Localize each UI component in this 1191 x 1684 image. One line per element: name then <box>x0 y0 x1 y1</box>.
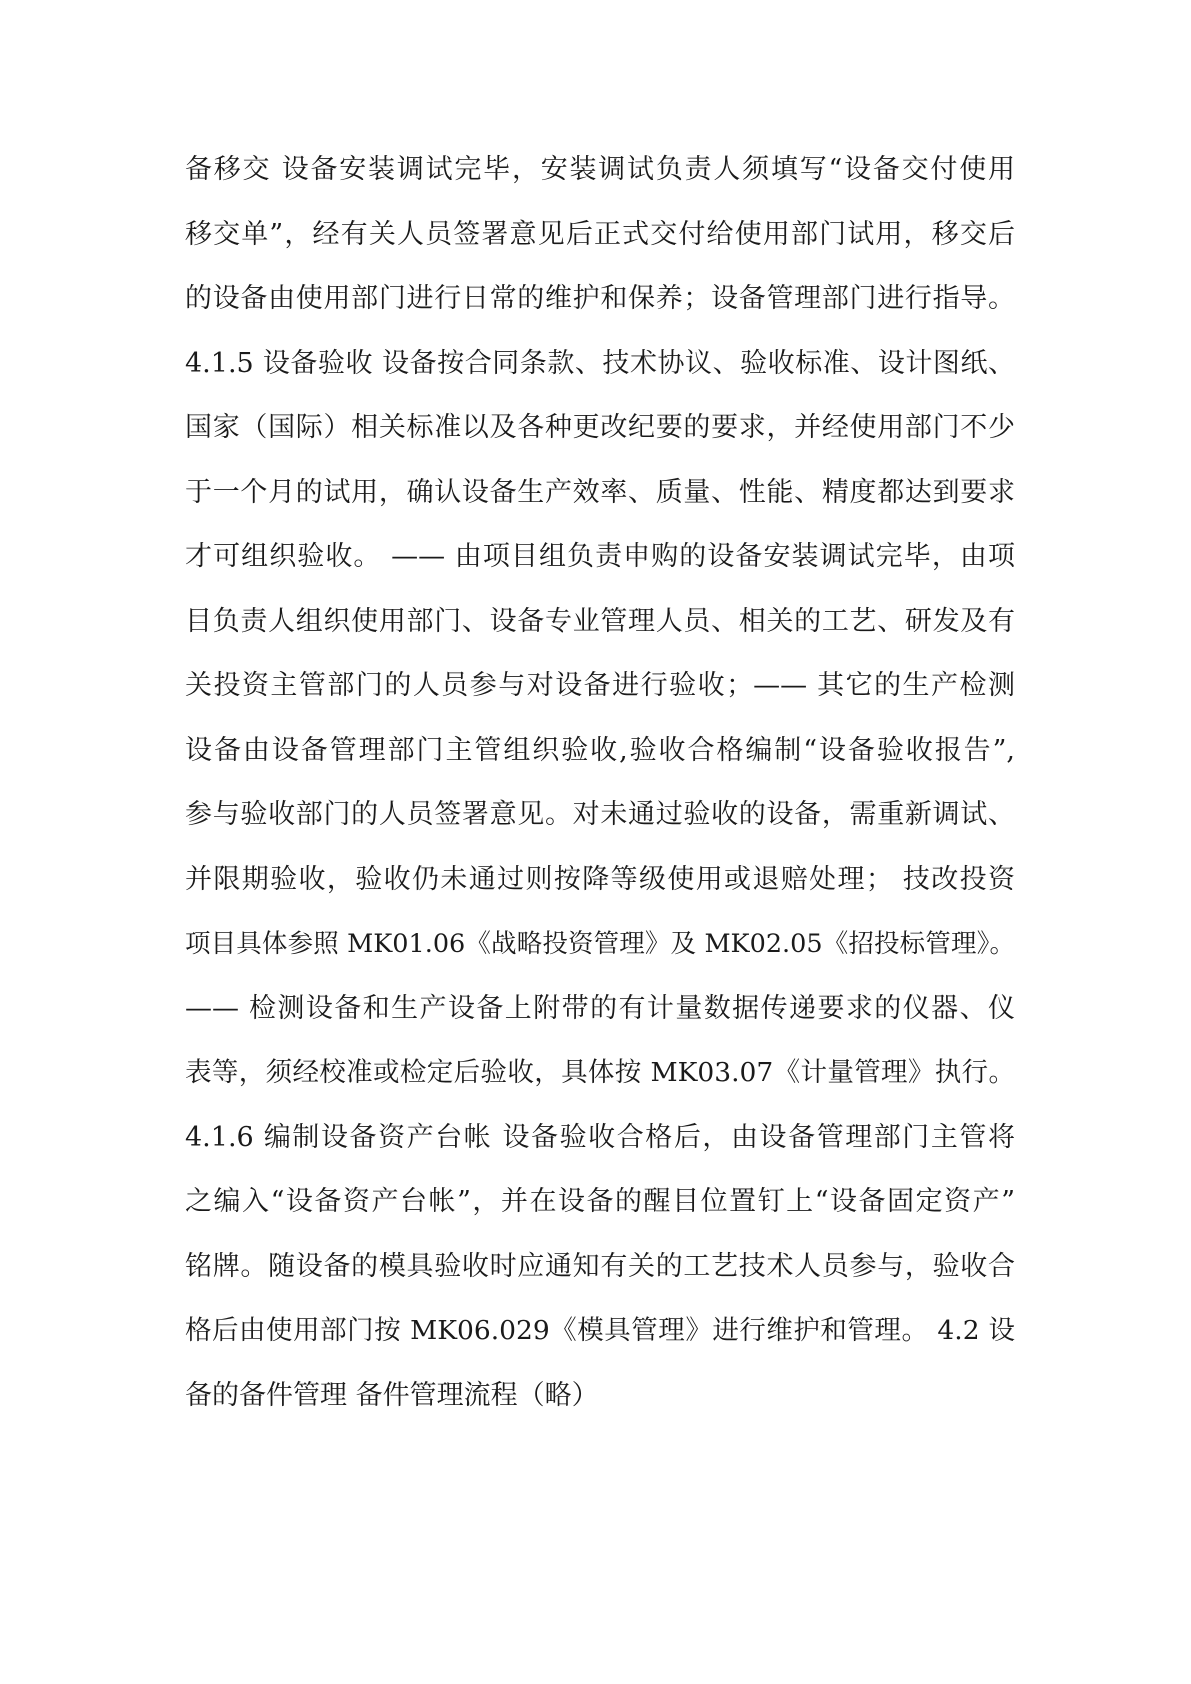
text-line: 国家（国际）相关标准以及各种更改纪要的要求，并经使用部门不少 <box>185 412 1015 443</box>
text-line: 的设备由使用部门进行日常的维护和保养；设备管理部门进行指导。 <box>185 283 1015 314</box>
text-line: 于一个月的试用，确认设备生产效率、质量、性能、精度都达到要求 <box>185 476 1015 508</box>
text-line: 4.1.6 编制设备资产台帐 设备验收合格后，由设备管理部门主管将 <box>185 1121 1015 1153</box>
text-line: 才可组织验收。 —— 由项目组负责申购的设备安装调试完毕，由项 <box>185 541 1015 572</box>
text-line: 备的备件管理 备件管理流程（略） <box>185 1379 599 1411</box>
text-line: 移交单”，经有关人员签署意见后正式交付给使用部门试用，移交后 <box>185 218 1015 250</box>
text-line: 并限期验收，验收仍未通过则按降等级使用或退赔处理； 技改投资 <box>185 863 1015 895</box>
text-line: 参与验收部门的人员签署意见。对未通过验收的设备，需重新调试、 <box>185 799 1015 830</box>
text-line: 表等，须经校准或检定后验收，具体按 MK03.07《计量管理》执行。 <box>185 1057 1015 1088</box>
text-line: 备移交 设备安装调试完毕，安装调试负责人须填写“设备交付使用 <box>185 154 1015 185</box>
text-line: 铭牌。随设备的模具验收时应通知有关的工艺技术人员参与，验收合 <box>185 1250 1015 1282</box>
text-line: 设备由设备管理部门主管组织验收,验收合格编制“设备验收报告”, <box>185 734 1015 766</box>
text-line: 关投资主管部门的人员参与对设备进行验收；—— 其它的生产检测 <box>185 670 1015 701</box>
text-line: 之编入“设备资产台帐”，并在设备的醒目位置钉上“设备固定资产” <box>185 1186 1015 1217</box>
text-line: 目负责人组织使用部门、设备专业管理人员、相关的工艺、研发及有 <box>185 605 1015 637</box>
text-line: 4.1.5 设备验收 设备按合同条款、技术协议、验收标准、设计图纸、 <box>185 347 1015 379</box>
body-text <box>185 146 1015 1436</box>
text-line: 格后由使用部门按 MK06.029《模具管理》进行维护和管理。 4.2 设 <box>185 1315 1015 1346</box>
text-line: —— 检测设备和生产设备上附带的有计量数据传递要求的仪器、仪 <box>185 992 1015 1024</box>
text-line: 项目具体参照 MK01.06《战略投资管理》及 MK02.05《招投标管理》。 <box>185 929 1015 959</box>
